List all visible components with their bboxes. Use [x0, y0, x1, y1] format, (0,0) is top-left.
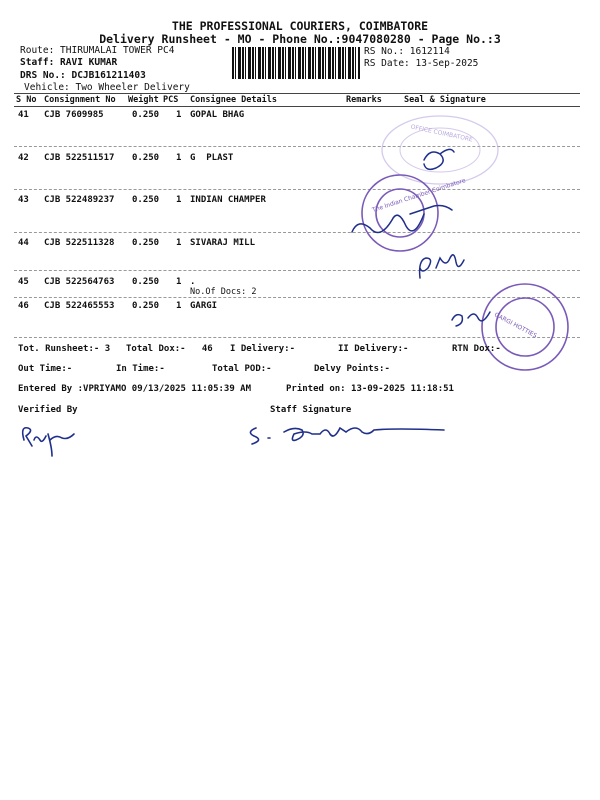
row-consignee: G PLAST — [190, 153, 234, 163]
i-delivery: I Delivery:- — [230, 344, 296, 354]
col-weight: Weight — [128, 95, 159, 105]
col-sno: S No — [16, 95, 37, 105]
row-consignment: CJB 522511517 — [44, 153, 115, 163]
rs-number: RS No.: 1612114 — [364, 46, 450, 57]
staff-signature-label: Staff Signature — [270, 405, 352, 415]
row-consignee: . — [190, 277, 196, 287]
office-stamp-text: OFFICE COIMBATORE — [409, 123, 474, 144]
row-pcs: 1 — [176, 238, 182, 248]
row-sno: 41 — [18, 110, 29, 120]
col-remarks: Remarks — [346, 95, 382, 105]
row-sno: 45 — [18, 277, 29, 287]
rtn-dox: RTN Dox:- — [452, 344, 501, 354]
col-pcs: PCS — [163, 95, 179, 105]
printed-on: Printed on: 13-09-2025 11:18:51 — [286, 384, 454, 394]
row-weight: 0.250 — [132, 153, 160, 163]
verified-by-label: Verified By — [18, 405, 78, 415]
row-consignee: INDIAN CHAMPER — [190, 195, 266, 205]
row-weight: 0.250 — [132, 277, 160, 287]
entered-by: Entered By :VPRIYAMO 09/13/2025 11:05:39 AM — [18, 384, 251, 394]
row-sno: 46 — [18, 301, 29, 311]
total-pod: Total POD:- — [212, 364, 272, 374]
col-consignment: Consignment No — [44, 95, 116, 105]
row-consignment: CJB 522511328 — [44, 238, 115, 248]
delvy-points: Delvy Points:- — [314, 364, 390, 374]
row-weight: 0.250 — [132, 238, 160, 248]
chamber-stamp-text: The Indian Chamber Coimbatore — [371, 177, 467, 214]
ii-delivery: II Delivery:- — [338, 344, 409, 354]
row-weight: 0.250 — [132, 195, 160, 205]
row-weight: 0.250 — [132, 301, 160, 311]
row-pcs: 1 — [176, 153, 182, 163]
total-runsheet: Tot. Runsheet:- 3 — [18, 344, 111, 354]
gargi-stamp-text: GARGI HOTTIES — [493, 311, 538, 340]
drs-number: DRS No.: DCJB161211403 — [20, 70, 146, 81]
company-title: THE PROFESSIONAL COURIERS, COIMBATORE — [171, 19, 429, 33]
row-sno: 44 — [18, 238, 29, 248]
runsheet-subtitle: Delivery Runsheet - MO - Phone No.:9047080280 - Page No.:3 — [99, 32, 501, 46]
col-seal: Seal & Signature — [404, 95, 486, 105]
verified-signature — [23, 428, 74, 456]
row-sno: 42 — [18, 153, 29, 163]
out-time: Out Time:- — [18, 364, 73, 374]
row-pcs: 1 — [176, 301, 182, 311]
row-sno: 43 — [18, 195, 29, 205]
route: Route: THIRUMALAI TOWER PC4 — [20, 45, 175, 56]
rs-date: RS Date: 13-Sep-2025 — [364, 58, 479, 69]
total-dox: Total Dox:- 46 — [126, 344, 213, 354]
row-consignee: GARGI — [190, 301, 218, 311]
vehicle: Vehicle: Two Wheeler Delivery — [24, 82, 190, 93]
row-consignment: CJB 522465553 — [44, 301, 115, 311]
col-consignee: Consignee Details — [190, 95, 277, 105]
staff: Staff: RAVI KUMAR — [20, 57, 118, 68]
staff-signature — [250, 428, 444, 444]
row-consignee: SIVARAJ MILL — [190, 238, 256, 248]
row-consignment: CJB 522489237 — [44, 195, 115, 205]
in-time: In Time:- — [116, 364, 165, 374]
row-consignment: CJB 522564763 — [44, 277, 115, 287]
row-pcs: 1 — [176, 195, 182, 205]
row-consignment: CJB 7609985 — [44, 110, 104, 120]
row-pcs: 1 — [176, 110, 182, 120]
row-pcs: 1 — [176, 277, 182, 287]
row-consignee: GOPAL BHAG — [190, 110, 245, 120]
row-doc-count: No.Of Docs: 2 — [190, 287, 257, 297]
row-weight: 0.250 — [132, 110, 160, 120]
